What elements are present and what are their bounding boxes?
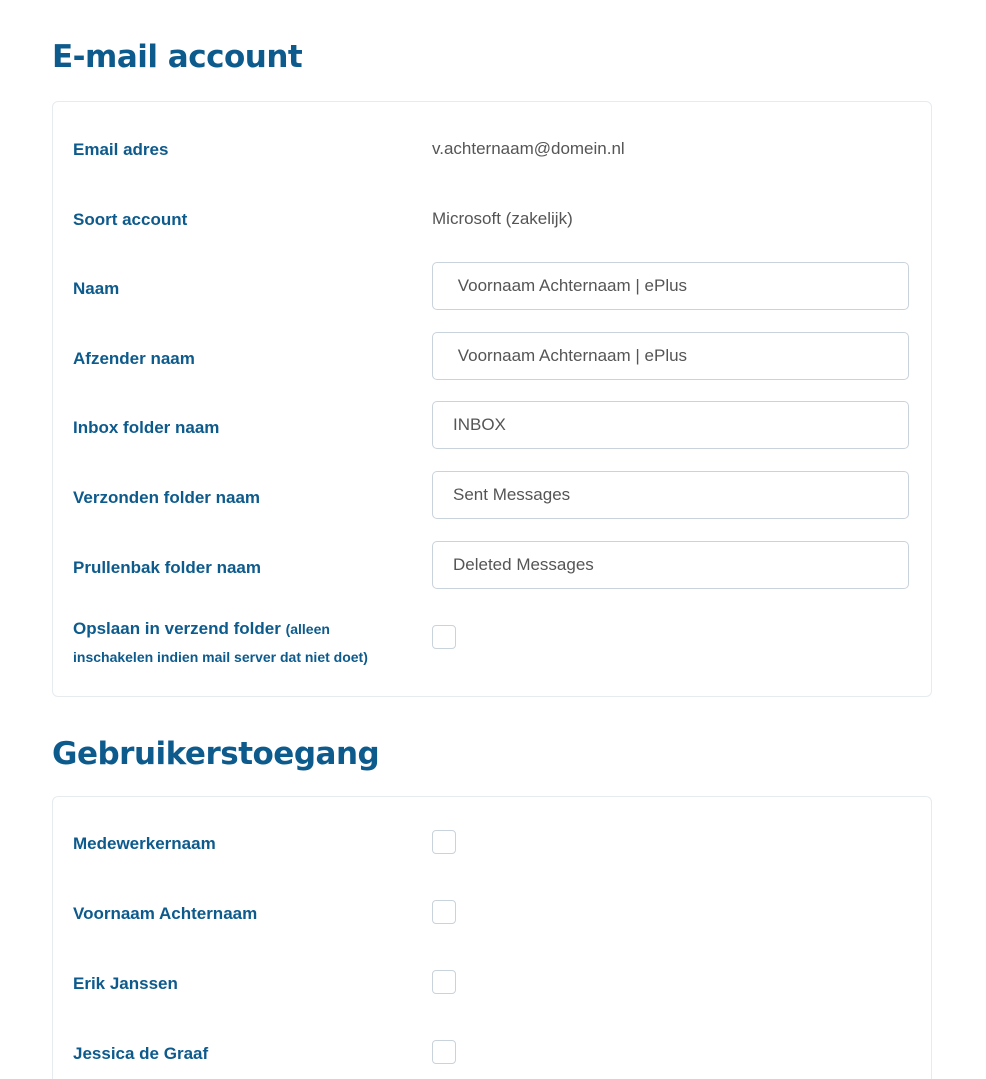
user-name: Jessica de Graaf xyxy=(73,1044,209,1063)
inbox-folder-input[interactable]: INBOX xyxy=(432,401,909,449)
user-access-checkbox[interactable] xyxy=(432,970,456,994)
trash-folder-label: Prullenbak folder naam xyxy=(73,558,261,577)
sender-name-input[interactable]: Voornaam Achternaam | ePlus xyxy=(432,332,909,380)
user-name: Medewerkernaam xyxy=(73,834,216,853)
email-account-title: E-mail account xyxy=(52,39,303,75)
user-access-title: Gebruikerstoegang xyxy=(52,736,380,772)
account-type-value: Microsoft (zakelijk) xyxy=(432,209,573,228)
email-label: Email adres xyxy=(73,140,169,159)
save-sent-checkbox[interactable] xyxy=(432,625,456,649)
sender-name-label: Afzender naam xyxy=(73,349,195,368)
user-name: Erik Janssen xyxy=(73,974,178,993)
user-name: Voornaam Achternaam xyxy=(73,904,258,923)
user-access-card xyxy=(52,796,932,1079)
save-sent-label-block xyxy=(73,615,403,671)
name-input[interactable]: Voornaam Achternaam | ePlus xyxy=(432,262,909,310)
email-account-card xyxy=(52,101,932,697)
user-access-checkbox[interactable] xyxy=(432,1040,456,1064)
user-access-checkbox[interactable] xyxy=(432,900,456,924)
email-value: v.achternaam@domein.nl xyxy=(432,139,625,158)
save-sent-label: Opslaan in verzend folder xyxy=(73,619,281,638)
sent-folder-label: Verzonden folder naam xyxy=(73,488,261,507)
save-sent-note: (alleen inschakelen indien mail server dat niet doet) xyxy=(73,621,368,665)
account-type-label: Soort account xyxy=(73,210,188,229)
user-access-checkbox[interactable] xyxy=(432,830,456,854)
inbox-folder-label: Inbox folder naam xyxy=(73,418,220,437)
sent-folder-input[interactable]: Sent Messages xyxy=(432,471,909,519)
name-label: Naam xyxy=(73,279,120,298)
trash-folder-input[interactable]: Deleted Messages xyxy=(432,541,909,589)
